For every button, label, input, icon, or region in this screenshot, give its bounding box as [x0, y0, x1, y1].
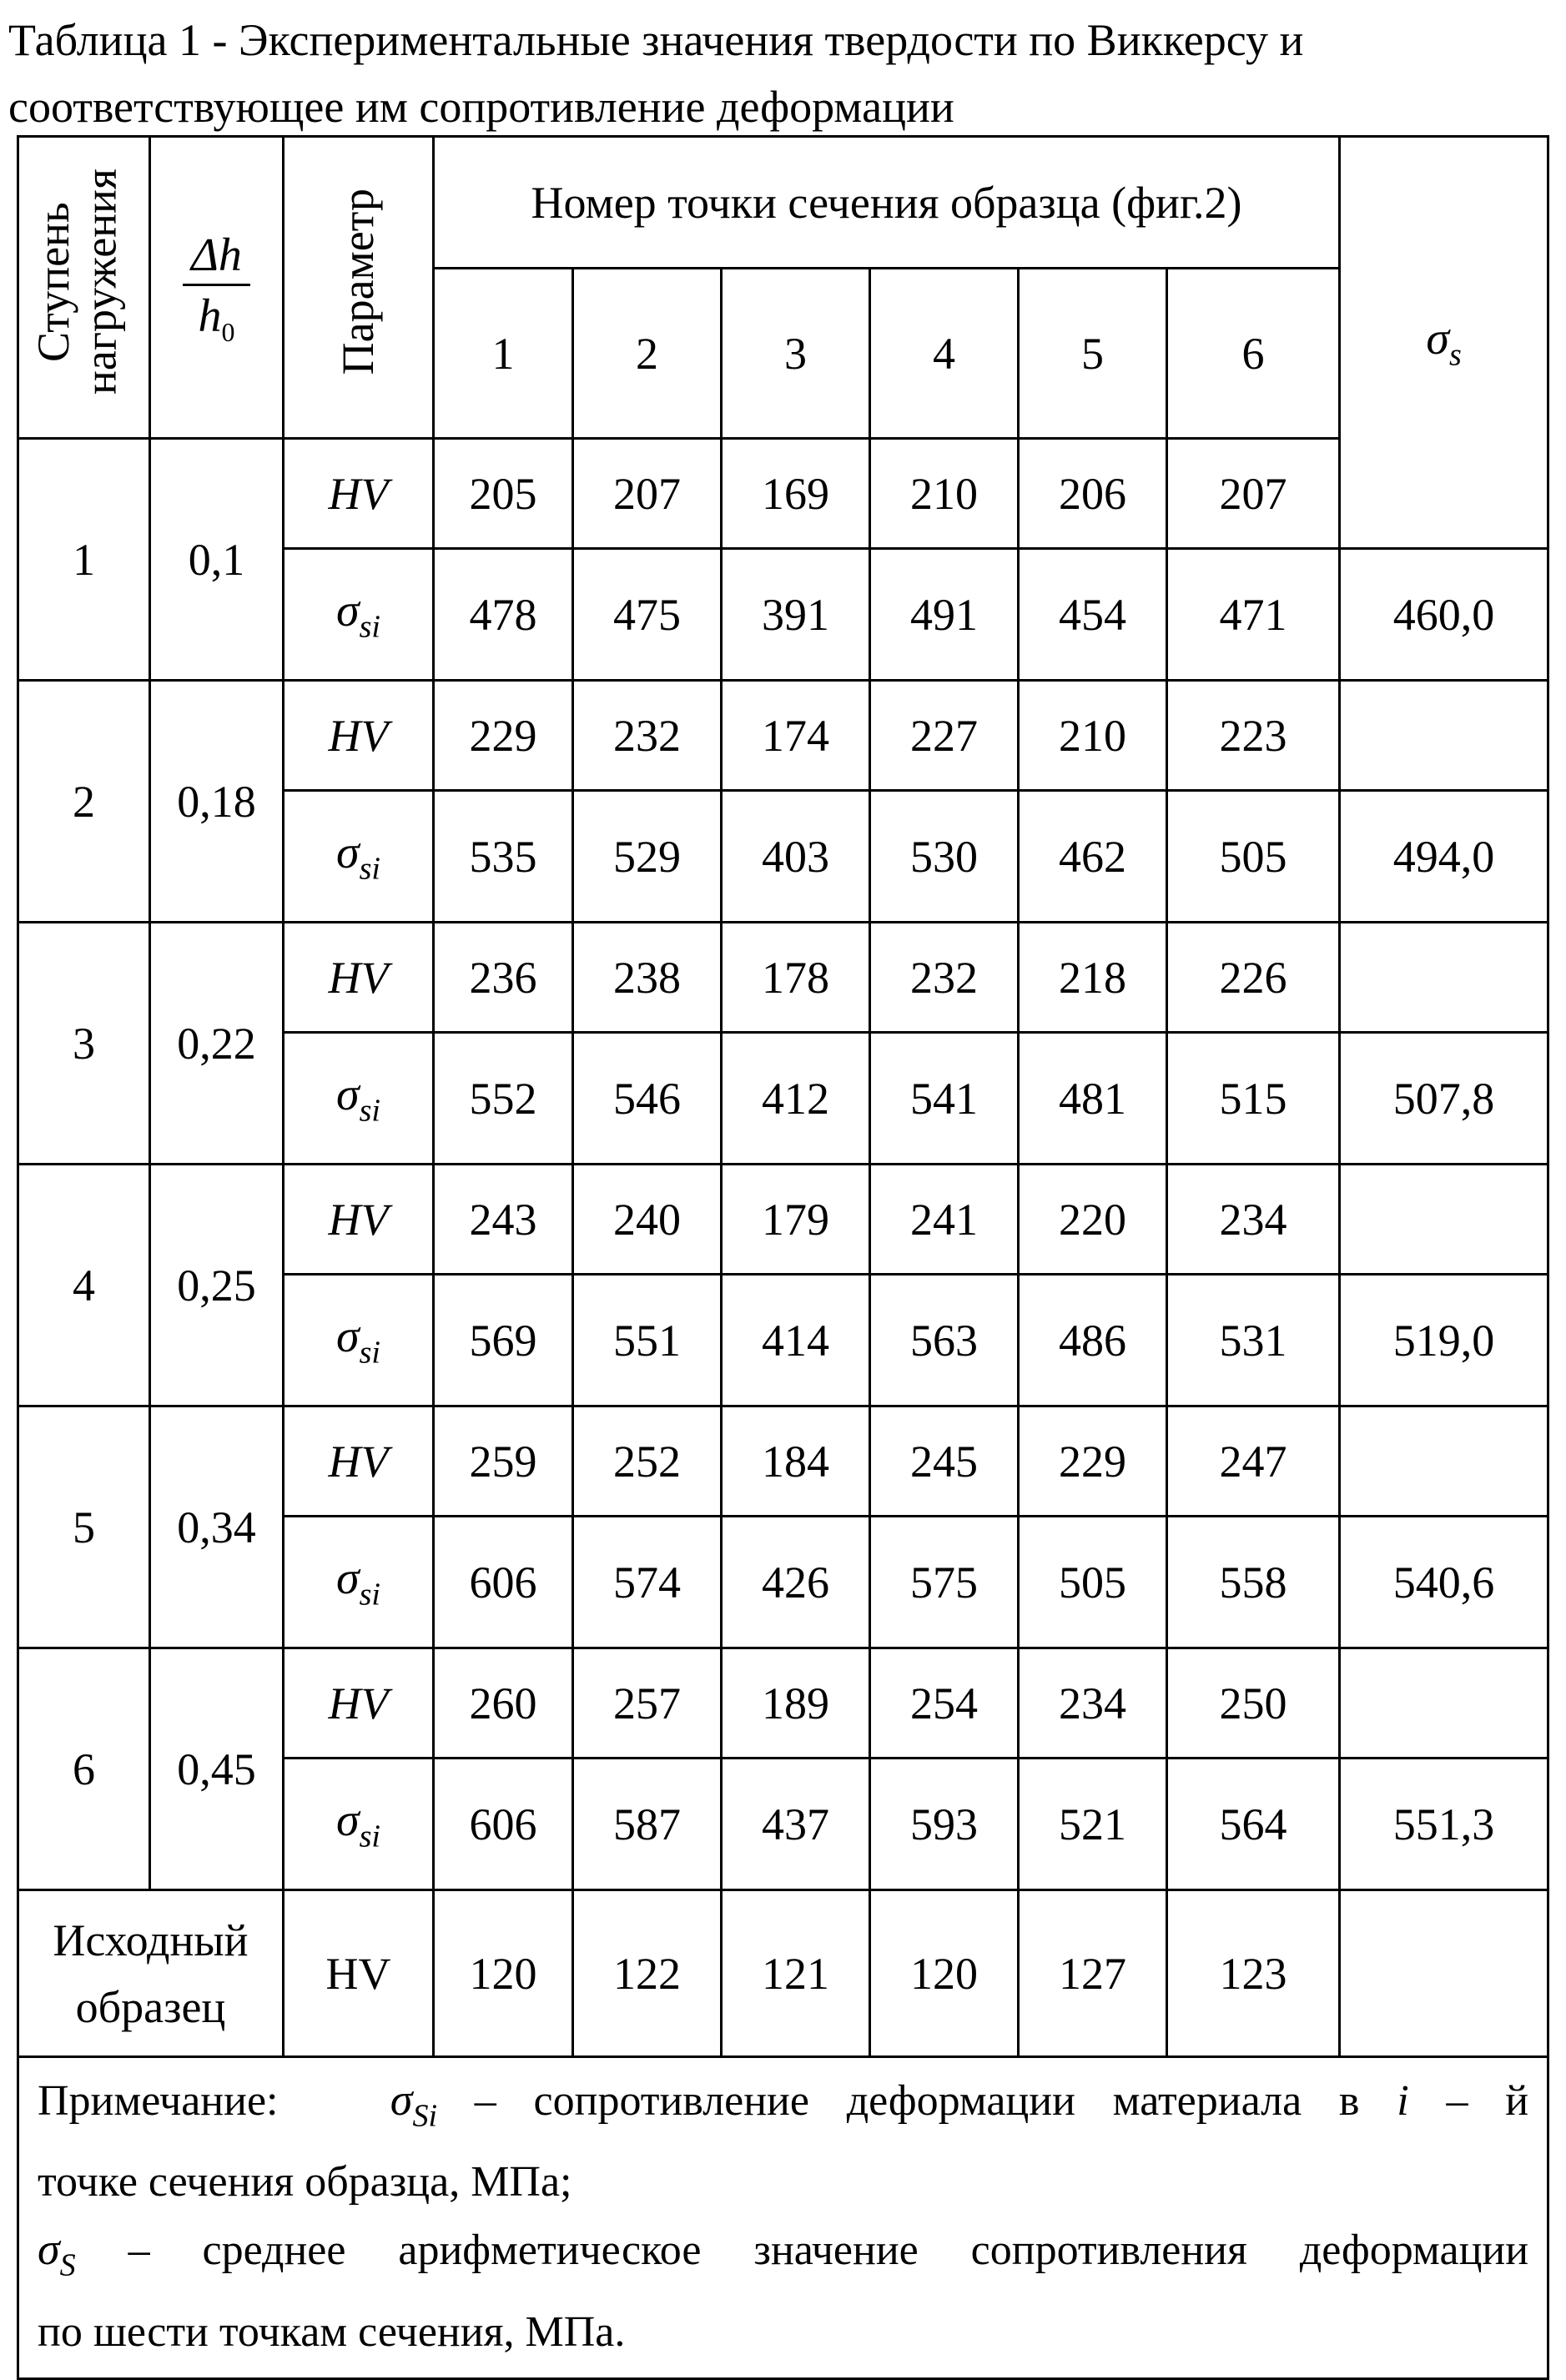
- hv-value: 226: [1167, 923, 1340, 1033]
- hv-value: 243: [434, 1165, 573, 1275]
- sigma-value: 481: [1019, 1033, 1167, 1165]
- param-hv: HV: [284, 1406, 434, 1517]
- hv-value: 189: [722, 1648, 870, 1759]
- header-point-5: 5: [1019, 269, 1167, 439]
- note-line-2: точке сечения образца, МПа;: [38, 2158, 572, 2206]
- note-i-symbol: i: [1397, 2077, 1409, 2125]
- hv-value: 210: [1019, 681, 1167, 791]
- note-line-3: [38, 2216, 1528, 2298]
- header-sigma-s: [1340, 137, 1548, 549]
- sigma-value: 505: [1167, 791, 1340, 923]
- param-sigma: [284, 1033, 434, 1165]
- caption-line-1: Таблица 1 - Экспериментальные значения твердости по Виккерсу и: [8, 15, 1304, 65]
- table-row: [18, 1648, 1548, 1759]
- sigma-value: 486: [1019, 1275, 1167, 1406]
- header-stage-label: Ступень нагружения: [28, 169, 126, 395]
- sigma-value: 471: [1167, 549, 1340, 681]
- hv-value: 227: [870, 681, 1019, 791]
- initial-label-line-2: образец: [75, 1981, 226, 2032]
- sigma-si-symbol: $\sigma_{si}$: [336, 584, 380, 645]
- sigma-mean: 540,6: [1340, 1517, 1548, 1648]
- sigma-value: 505: [1019, 1517, 1167, 1648]
- header-point-2: 2: [573, 269, 722, 439]
- sigma-value: 454: [1019, 549, 1167, 681]
- param-hv: HV: [284, 1648, 434, 1759]
- sigma-si-symbol: $\sigma_{si}$: [336, 1794, 380, 1854]
- header-param-label: Параметр: [333, 189, 384, 375]
- note-text-1a: – сопротивление деформации материала в: [474, 2077, 1360, 2125]
- hv-value: 260: [434, 1648, 573, 1759]
- strain-denominator: [198, 286, 235, 348]
- stage-number: 5: [18, 1406, 150, 1648]
- sigma-value: 529: [573, 791, 722, 923]
- initial-value: 127: [1019, 1890, 1167, 2057]
- header-point-4: 4: [870, 269, 1019, 439]
- table-row: [18, 439, 1548, 549]
- strain-denominator-sub: 0: [221, 317, 235, 348]
- stage-strain: 0,45: [150, 1648, 284, 1890]
- sigma-value: 478: [434, 549, 573, 681]
- stage-number: 1: [18, 439, 150, 681]
- sigma-value: 426: [722, 1517, 870, 1648]
- sigma-value: 606: [434, 1517, 573, 1648]
- hv-value: 236: [434, 923, 573, 1033]
- sigma-value: 541: [870, 1033, 1019, 1165]
- hv-value: 240: [573, 1165, 722, 1275]
- note-line-4: по шести точкам сечения, МПа.: [38, 2307, 626, 2356]
- hv-value: 220: [1019, 1165, 1167, 1275]
- strain-numerator: Δh: [183, 232, 250, 286]
- stage-number: 2: [18, 681, 150, 923]
- sigma-value: 412: [722, 1033, 870, 1165]
- table-note: [18, 2057, 1548, 2379]
- initial-value: 123: [1167, 1890, 1340, 2057]
- param-sigma: [284, 791, 434, 923]
- stage-strain: 0,22: [150, 923, 284, 1165]
- sigma-value: 563: [870, 1275, 1019, 1406]
- stage-number: 3: [18, 923, 150, 1165]
- table-row-initial: [18, 1890, 1548, 2057]
- param-sigma: [284, 549, 434, 681]
- header-points-group: Номер точки сечения образца (фиг.2): [434, 137, 1340, 269]
- mean-empty: [1340, 923, 1548, 1033]
- note-text-1b: – й: [1446, 2077, 1529, 2125]
- sigma-s-symbol: $\sigma_s$: [1426, 312, 1462, 373]
- hv-value: 178: [722, 923, 870, 1033]
- sigma-mean: 551,3: [1340, 1759, 1548, 1890]
- hv-value: 218: [1019, 923, 1167, 1033]
- sigma-mean: 460,0: [1340, 549, 1548, 681]
- sigma-value: 551: [573, 1275, 722, 1406]
- header-stage: [18, 137, 150, 439]
- sigma-value: 552: [434, 1033, 573, 1165]
- hv-value: 223: [1167, 681, 1340, 791]
- param-sigma: [284, 1759, 434, 1890]
- sigma-value: 593: [870, 1759, 1019, 1890]
- sigma-value: 530: [870, 791, 1019, 923]
- sigma-value: 531: [1167, 1275, 1340, 1406]
- hv-value: 210: [870, 439, 1019, 549]
- sigma-value: 569: [434, 1275, 573, 1406]
- sigma-si-symbol: $\sigma_{si}$: [336, 1068, 380, 1129]
- header-point-1: 1: [434, 269, 573, 439]
- caption-line-2: соответствующее им сопротивление деформации: [8, 82, 954, 132]
- hv-value: 245: [870, 1406, 1019, 1517]
- hv-value: 184: [722, 1406, 870, 1517]
- sigma-mean: 519,0: [1340, 1275, 1548, 1406]
- sigma-value: 575: [870, 1517, 1019, 1648]
- hv-value: 247: [1167, 1406, 1340, 1517]
- sigma-value: 606: [434, 1759, 573, 1890]
- initial-param: HV: [284, 1890, 434, 2057]
- hv-value: 169: [722, 439, 870, 549]
- hv-value: 229: [1019, 1406, 1167, 1517]
- hv-value: 229: [434, 681, 573, 791]
- hv-value: 234: [1019, 1648, 1167, 1759]
- sigma-value: 564: [1167, 1759, 1340, 1890]
- table-row: [18, 923, 1548, 1033]
- hv-value: 207: [573, 439, 722, 549]
- initial-label-line-1: Исходный: [53, 1915, 249, 1965]
- sigma-value: 491: [870, 549, 1019, 681]
- initial-empty: [1340, 1890, 1548, 2057]
- hv-value: 179: [722, 1165, 870, 1275]
- hv-value: 205: [434, 439, 573, 549]
- stage-number: 4: [18, 1165, 150, 1406]
- hv-value: 250: [1167, 1648, 1340, 1759]
- sigma-si-symbol: $\sigma_{si}$: [336, 1552, 380, 1613]
- initial-label: [18, 1890, 284, 2057]
- sigma-mean: 507,8: [1340, 1033, 1548, 1165]
- sigma-si-note-symbol: $\sigma_{Si}$: [390, 2075, 437, 2134]
- table-row: [18, 1165, 1548, 1275]
- mean-empty: [1340, 1165, 1548, 1275]
- vickers-hardness-table: [17, 135, 1549, 2380]
- sigma-si-symbol: $\sigma_{si}$: [336, 826, 380, 887]
- initial-value: 121: [722, 1890, 870, 2057]
- hv-value: 252: [573, 1406, 722, 1517]
- stage-strain: 0,25: [150, 1165, 284, 1406]
- sigma-value: 558: [1167, 1517, 1340, 1648]
- sigma-value: 535: [434, 791, 573, 923]
- hv-value: 206: [1019, 439, 1167, 549]
- stage-strain: 0,34: [150, 1406, 284, 1648]
- note-line-1: [38, 2066, 1528, 2149]
- stage-number: 6: [18, 1648, 150, 1890]
- sigma-value: 515: [1167, 1033, 1340, 1165]
- hv-value: 254: [870, 1648, 1019, 1759]
- header-point-3: 3: [722, 269, 870, 439]
- param-hv: HV: [284, 681, 434, 791]
- table-row: [18, 1406, 1548, 1517]
- initial-value: 122: [573, 1890, 722, 2057]
- param-hv: HV: [284, 439, 434, 549]
- hv-value: 174: [722, 681, 870, 791]
- table-row: [18, 681, 1548, 791]
- header-point-6: 6: [1167, 269, 1340, 439]
- sigma-value: 414: [722, 1275, 870, 1406]
- sigma-value: 462: [1019, 791, 1167, 923]
- mean-empty: [1340, 681, 1548, 791]
- sigma-value: 574: [573, 1517, 722, 1648]
- sigma-value: 437: [722, 1759, 870, 1890]
- note-text-2: – среднее арифметическое значение сопротивления деформации: [128, 2227, 1529, 2275]
- hv-value: 207: [1167, 439, 1340, 549]
- header-param: [284, 137, 434, 439]
- hv-value: 241: [870, 1165, 1019, 1275]
- mean-empty: [1340, 1406, 1548, 1517]
- strain-fraction: [183, 229, 250, 348]
- hv-value: 232: [870, 923, 1019, 1033]
- initial-value: 120: [434, 1890, 573, 2057]
- param-hv: HV: [284, 923, 434, 1033]
- stage-strain: 0,18: [150, 681, 284, 923]
- param-sigma: [284, 1275, 434, 1406]
- hv-value: 257: [573, 1648, 722, 1759]
- hv-value: 234: [1167, 1165, 1340, 1275]
- param-sigma: [284, 1517, 434, 1648]
- header-strain: [150, 137, 284, 439]
- sigma-value: 391: [722, 549, 870, 681]
- sigma-value: 475: [573, 549, 722, 681]
- note-prefix: Примечание:: [38, 2077, 279, 2125]
- sigma-si-symbol: $\sigma_{si}$: [336, 1310, 380, 1371]
- hv-value: 259: [434, 1406, 573, 1517]
- param-hv: HV: [284, 1165, 434, 1275]
- stage-strain: 0,1: [150, 439, 284, 681]
- sigma-value: 587: [573, 1759, 722, 1890]
- hv-value: 238: [573, 923, 722, 1033]
- hv-value: 232: [573, 681, 722, 791]
- sigma-value: 521: [1019, 1759, 1167, 1890]
- mean-empty: [1340, 1648, 1548, 1759]
- sigma-s-note-symbol: $\sigma_S$: [38, 2224, 76, 2283]
- initial-value: 120: [870, 1890, 1019, 2057]
- table-caption: [8, 7, 1560, 140]
- sigma-value: 403: [722, 791, 870, 923]
- sigma-mean: 494,0: [1340, 791, 1548, 923]
- sigma-value: 546: [573, 1033, 722, 1165]
- strain-denominator-symbol: h: [198, 289, 222, 342]
